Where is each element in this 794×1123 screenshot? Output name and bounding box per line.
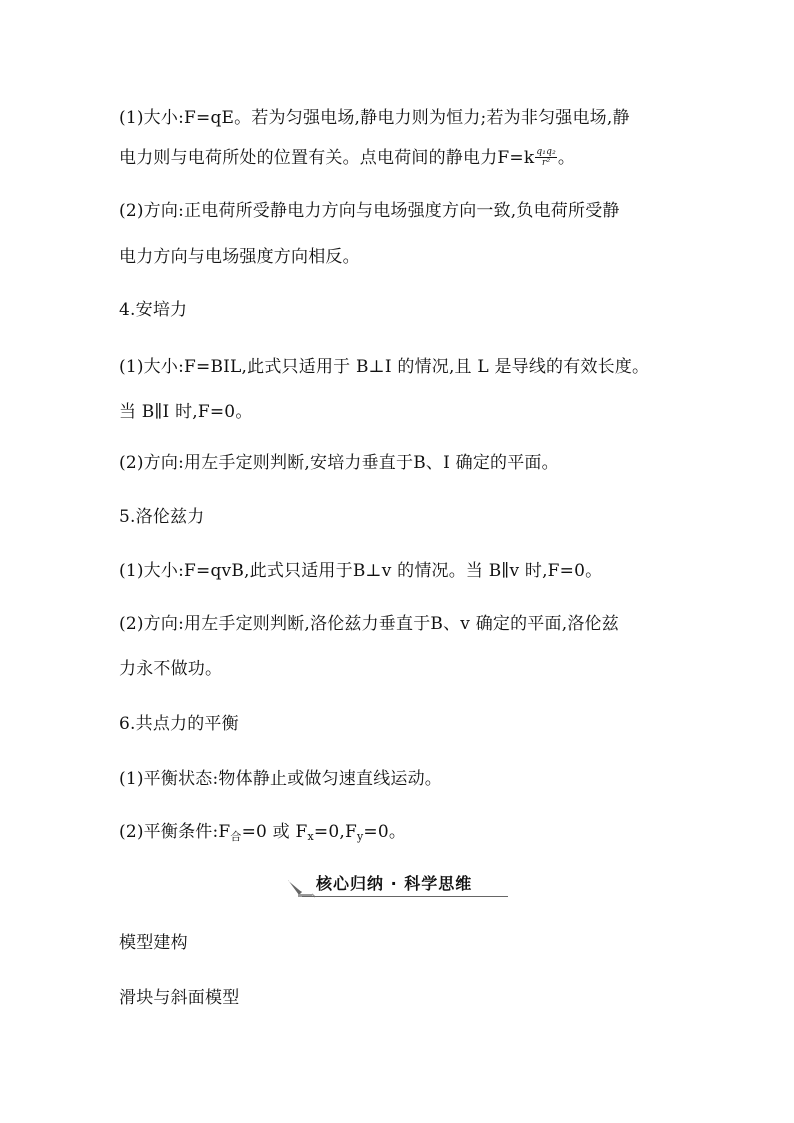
section-heading: 4.安培力 — [119, 300, 188, 320]
banner-title: 核心归纳 · 科学思维 — [316, 874, 473, 893]
section-heading: 6.共点力的平衡 — [119, 714, 239, 734]
text-segment: (2)平衡条件:F — [119, 822, 231, 842]
paragraph-line: (2)方向:用左手定则判断,洛伦兹力垂直于B、v 确定的平面,洛伦兹 — [119, 614, 619, 634]
paragraph-line: (1)大小:F=qE。若为匀强电场,静电力则为恒力;若为非匀强电场,静 — [119, 108, 630, 128]
paragraph-line — [119, 146, 575, 170]
paragraph-line: (1)大小:F=BIL,此式只适用于 B⊥I 的情况,且 L 是导线的有效长度。 — [119, 357, 650, 377]
section-banner — [284, 870, 510, 902]
subscript: x — [307, 830, 314, 843]
paragraph-line: (2)方向:用左手定则判断,安培力垂直于B、I 确定的平面。 — [119, 453, 559, 473]
paragraph-line: (1)大小:F=qvB,此式只适用于B⊥v 的情况。当 B∥v 时,F=0。 — [119, 561, 603, 581]
fraction-numerator: q₁q₂ — [536, 147, 556, 157]
banner-underline — [302, 896, 508, 897]
subheading: 模型建构 — [119, 933, 188, 953]
text-segment: =0。 — [363, 822, 407, 842]
text-segment: =0 或 F — [241, 822, 308, 842]
coulomb-fraction — [535, 147, 557, 168]
paragraph-line — [119, 820, 406, 844]
paragraph-line: (2)方向:正电荷所受静电力方向与电场强度方向一致,负电荷所受静 — [119, 201, 620, 221]
paragraph-line: 当 B∥I 时,F=0。 — [119, 402, 253, 422]
subheading: 滑块与斜面模型 — [119, 988, 240, 1008]
subscript: 合 — [230, 830, 242, 843]
text-segment: =0,F — [313, 822, 357, 842]
section-heading: 5.洛伦兹力 — [119, 507, 205, 527]
paragraph-line: (1)平衡状态:物体静止或做匀速直线运动。 — [119, 769, 443, 789]
subscript: y — [356, 830, 364, 843]
paragraph-line: 电力方向与电场强度方向相反。 — [119, 247, 360, 267]
fraction-denominator: r² — [541, 158, 551, 168]
paragraph-line: 力永不做功。 — [119, 659, 223, 679]
text-segment: 电力则与电荷所处的位置有关。点电荷间的静电力F=k — [119, 148, 535, 168]
text-segment: 。 — [557, 148, 576, 168]
